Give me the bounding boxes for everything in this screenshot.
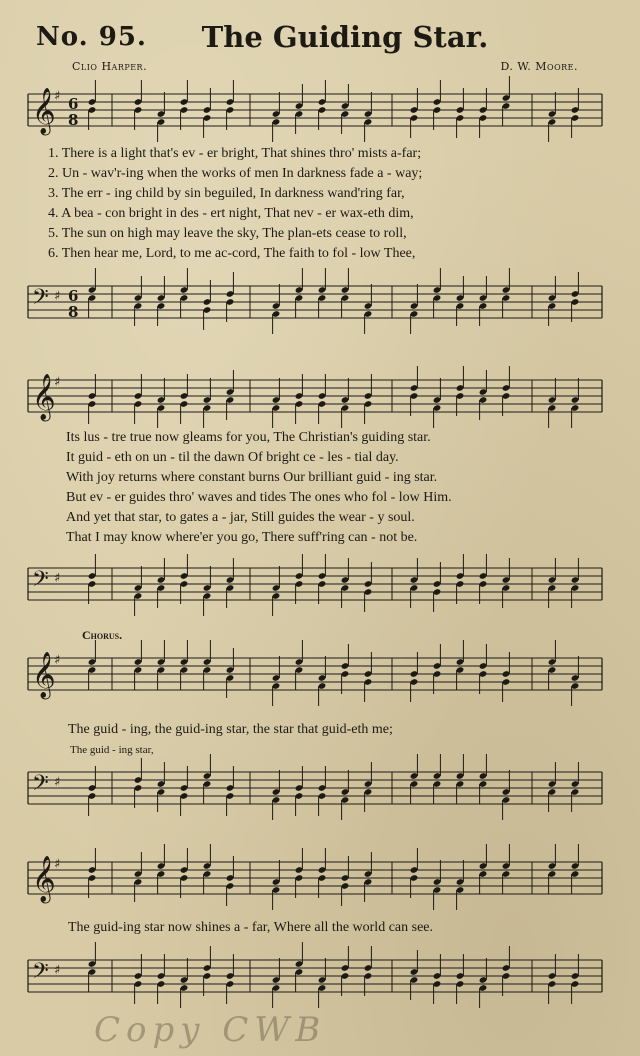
- note-heads: [88, 844, 580, 910]
- treble-staff-2: [0, 370, 640, 430]
- staff-lines: [28, 658, 602, 690]
- time-signature-bottom: 8: [68, 303, 79, 321]
- bass-clef: 𝄢: [32, 959, 49, 989]
- chorus-bass-lyric: The guid - ing star,: [70, 744, 154, 756]
- note-heads: [88, 754, 580, 820]
- staff-lines: [28, 960, 602, 992]
- treble-clef: 𝄞: [32, 88, 56, 134]
- handwritten-annotation: Copy CWB: [94, 1010, 327, 1050]
- treble-staff-4: [0, 852, 640, 912]
- staff-lines: [28, 286, 602, 318]
- composer-credit: D. W. Moore.: [500, 60, 578, 73]
- verse-1-line-a: 1. There is a light that's ev - er bright, That shines thro' mists a-far;: [48, 146, 422, 161]
- staff-lines: [28, 94, 602, 126]
- key-signature-sharp: ♯: [54, 775, 61, 790]
- bass-staff-2: [0, 558, 640, 622]
- chorus-line-1: The guid - ing, the guid-ing star, the star that guid-eth me;: [68, 722, 393, 737]
- note-heads: [88, 554, 580, 616]
- treble-staff-3: [0, 648, 640, 708]
- bass-clef: 𝄢: [32, 771, 49, 801]
- time-signature-top: 6: [68, 287, 79, 305]
- treble-clef: 𝄞: [32, 652, 56, 698]
- time-signature-top: 6: [68, 95, 79, 113]
- verse-6-line-a: 6. Then hear me, Lord, to me ac-cord, The faith to fol - low Thee,: [48, 246, 416, 261]
- key-signature-sharp: ♯: [54, 289, 61, 304]
- bass-clef: 𝄢: [32, 567, 49, 597]
- chorus-label: Chorus.: [82, 628, 123, 642]
- lyricist-credit: Clio Harper.: [72, 60, 148, 73]
- verse-3-line-a: 3. The err - ing child by sin beguiled, In darkness wand'ring far,: [48, 186, 405, 201]
- verse-1-line-b: Its lus - tre true now gleams for you, The Christian's guiding star.: [66, 430, 431, 445]
- verse-3-line-b: With joy returns where constant burns Our brilliant guid - ing star.: [66, 470, 438, 485]
- hymn-number: No. 95.: [36, 22, 147, 52]
- verse-5-line-a: 5. The sun on high may leave the sky, The plan-ets cease to roll,: [48, 226, 407, 241]
- note-heads: [88, 366, 580, 428]
- time-signature-bottom: 8: [68, 111, 79, 129]
- note-heads: [88, 76, 580, 142]
- verse-4-line-a: 4. A bea - con bright in des - ert night, That nev - er wax-eth dim,: [48, 206, 414, 221]
- staff-lines: [28, 862, 602, 894]
- verse-2-line-b: It guid - eth on un - til the dawn Of bright ce - les - tial day.: [66, 450, 399, 465]
- note-heads: [88, 942, 580, 1008]
- bass-staff-4: [0, 950, 640, 1014]
- bass-staff-1: [0, 276, 640, 340]
- verse-2-line-a: 2. Un - wav'r-ing when the works of men In darkness fade a - way;: [48, 166, 423, 181]
- staff-lines: [28, 380, 602, 412]
- key-signature-sharp: ♯: [54, 963, 61, 978]
- verse-5-line-b: And yet that star, to gates a - jar, Still guides the wear - y soul.: [66, 510, 415, 525]
- key-signature-sharp: ♯: [54, 857, 61, 872]
- key-signature-sharp: ♯: [54, 89, 61, 104]
- chorus-line-2: The guid-ing star now shines a - far, Where all the world can see.: [68, 920, 433, 935]
- staff-lines: [28, 772, 602, 804]
- hymn-title: The Guiding Star.: [201, 20, 489, 54]
- note-heads: [88, 640, 580, 706]
- bass-staff-3: [0, 762, 640, 826]
- treble-staff-1: [0, 84, 640, 144]
- key-signature-sharp: ♯: [54, 653, 61, 668]
- verse-4-line-b: But ev - er guides thro' waves and tides The ones who fol - low Him.: [66, 490, 452, 505]
- treble-clef: 𝄞: [32, 856, 56, 902]
- treble-clef: 𝄞: [32, 374, 56, 420]
- note-heads: [88, 268, 580, 334]
- key-signature-sharp: ♯: [54, 571, 61, 586]
- key-signature-sharp: ♯: [54, 375, 61, 390]
- bass-clef: 𝄢: [32, 285, 49, 315]
- verse-6-line-b: That I may know where'er you go, There suff'ring can - not be.: [66, 530, 418, 545]
- staff-lines: [28, 568, 602, 600]
